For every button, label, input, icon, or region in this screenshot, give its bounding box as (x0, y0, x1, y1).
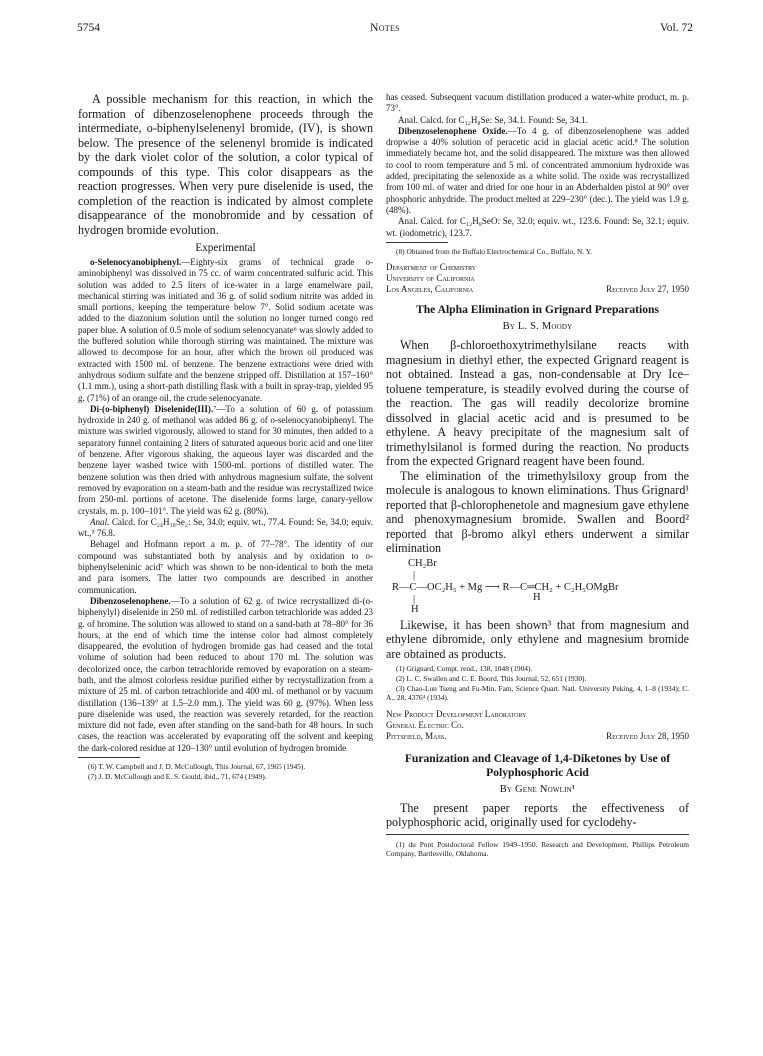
equation-hydrogen: H (533, 591, 541, 603)
equation-hydrogen: H (411, 603, 419, 615)
article-title: The Alpha Elimination in Grignard Preparations (416, 303, 659, 317)
footnote: (2) L. C. Swallen and C. E. Boord, This Journal, 52, 651 (1930). (396, 674, 587, 684)
compound-heading: Dibenzoselenophene Oxide. (398, 125, 508, 136)
footnote-divider (78, 757, 140, 758)
left-column (78, 92, 373, 781)
right-column (386, 92, 689, 859)
compound-heading: o-Selenocyanobiphenyl. (90, 257, 182, 267)
procedure-text: ⁷—To a solution of 60 g. of potassium hydroxide in 240 g. of methanol was added 86 g. of o-selenocyanobiphenyl. The mixture was swirled vigorously, allowed to stand for 30 minutes, then added to a separatory funnel containing 2 liters of saturated aqueous boric acid and one liter of benzene. After vigorous shaking, the aqueous layer was discarded and the benzene layer washed twice with 1500-ml. portions of distilled water. The benzene solution was then dried with anhydrous magnesium sulfate, the solvent removed by evaporation on a steam-bath and the residue was recrystallized twice from 250-ml. portions of acetone. The diselenide forms large, canary-yellow crystals, m. p. 100–101°. The yield was 62 g. (80%). (78, 403, 373, 516)
analysis-line: Anal. Calcd. for C₁₂H₈SeO: Se, 32.0; equiv. wt., 123.6. Found: Se, 32.1; equiv. wt. (iodometric), 123.7. (386, 216, 689, 238)
equation-bond: | (413, 593, 416, 605)
section-title: Notes (370, 22, 400, 34)
article-title: Furanization and Cleavage of 1,4-Diketones by Use of Polyphosphoric Acid (404, 751, 671, 779)
compound-heading: Di-(o-biphenyl) Diselenide(III). (90, 403, 214, 414)
analysis-text: Calcd. for C₂₄H₁₈Se₂: Se, 34.0; equiv. wt., 77.4. Found: Se, 34.0; equiv. wt.,⁵ 76.8. (78, 516, 373, 539)
analysis-line (78, 517, 373, 540)
diselenide-procedure (78, 404, 373, 517)
experimental-heading: Experimental (195, 242, 256, 254)
continued-text: has ceased. Subsequent vacuum distillation produced a water-white product, m. p. 73°. (386, 92, 689, 114)
dibenzoselenophene-procedure (78, 596, 373, 754)
author-address (386, 709, 689, 742)
footnote: (3) Chao-Lun Tseng and Fu-Min. Fam, Science Quart. Natl. University Peking, 4, 1–8 (1934); C. A., 28, 4376⁴ (1934). (386, 683, 689, 703)
anal-label: Anal. (90, 516, 110, 527)
footnote: (8) Obtained from the Buffalo Electrochemical Co., Buffalo, N. Y. (396, 246, 592, 256)
page-header (77, 22, 693, 36)
volume-number: Vol. 72 (659, 22, 693, 34)
mechanism-paragraph: A possible mechanism for this reaction, in which the formation of dibenzoselenophene proceeds through the intermediate, o-biphenylselenenyl bromide, (IV), is shown below. The presence of the selenenyl bromide is indicated by the dark violet color of the solution, a color typical of compounds of this type. This color disappears as the reaction progresses. When very pure diselenide is used, the completion of the reaction is indicated by almost complete disappearance of the monobromide and by cessation of hydrogen bromide evolution. (78, 92, 373, 237)
address-line: Los Angeles, California (386, 284, 474, 295)
footnote: (1) du Pont Postdoctoral Fellow 1949–1950. Research and Development, Phillips Petroleum Company, Bartlesville, Oklahoma. (386, 839, 689, 859)
procedure-text: —To 4 g. of dibenzoselenophene was added dropwise a 40% solution of peracetic acid in glacial acetic acid.⁸ The solution immediately became hot, and the solid disappeared. The mixture was then allowed to cool to room temperature and 5 ml. of concentrated ammonium hydroxide was added, precipitating the selenoxide as a white solid. The oxide was recrystallized from 100 ml. of water and dried for one hour in an Abderhalden pistol at 90° over phosphoric anhydride. The product melted at 229–230° (dec.). The yield was 1.9 g. (48%). (386, 125, 689, 215)
author-byline: By L. S. Moody (502, 321, 573, 333)
equation-substituent: CH₂Br (408, 557, 437, 569)
equation-main: R—C—OC₂H₅ + Mg ⟶ R—C═CH₂ + C₂H₅OMgBr (392, 581, 619, 593)
procedure-text: —To a solution of 62 g. of twice recrystallized di-(o-biphenylyl) diselenide in 250 ml. of redistilled carbon tetrachloride was added 23 g. of bromine. The solution was allowed to stand on a sand-bath at 78–80° for 36 hours, at the end of which time the intense color had almost completely disappeared, the evolution of hydrogen bromide gas had ceased and the total volume of solution had been reduced to about 170 ml. The solution was decolorized once, the carbon tetrachloride removed by evaporation on a steam-bath, and the almost colorless residue purified either by recrystallization from a mixture of 25 ml. of carbon tetrachloride and 400 ml. of methanol or by vacuum distillation (136–139° at 1.5–2.0 mm.). The yield was 60 g. (97%). When less pure diselenide was used, the reaction was severely retarded, for the reaction mixture did not fade, even after standing on the sand-bath for 48 hours. In such cases, the reaction was accelerated by evaporating off the solvent and keeping the dark-colored residue at 120–130° until evolution of hydrogen bromide (78, 595, 373, 753)
footnote: (7) J. D. McCullough and E. S. Gould, ibid., 71, 674 (1949). (88, 771, 267, 781)
footnote: (1) Grignard, Compt. rend., 138, 1048 (1904). (396, 664, 533, 674)
body-paragraph: The present paper reports the effectiveness of polyphosphoric acid, originally used for cyclodehy- (386, 800, 689, 830)
received-date: Received July 28, 1950 (606, 730, 689, 741)
body-paragraph: Likewise, it has been shown³ that from magnesium and ethylene dibromide, only ethylene and magnesium bromide are obtained as products. (386, 617, 689, 661)
oxide-procedure (386, 126, 689, 216)
footnote: (6) T. W. Campbell and J. D. McCullough, This Journal, 67, 1965 (1945). (88, 762, 306, 772)
compound-heading: Dibenzoselenophene. (90, 595, 171, 606)
footnote-divider (386, 242, 448, 243)
author-byline: By Gene Nowlin¹ (499, 783, 576, 795)
received-date: Received July 27, 1950 (606, 284, 689, 295)
address-line: University of California (386, 273, 475, 284)
address-line: General Electric Co. (386, 719, 464, 730)
address-line: New Product Development Laboratory (386, 708, 527, 719)
footnote-divider (386, 834, 689, 835)
equation-bond: | (413, 569, 416, 581)
reaction-equation (386, 556, 689, 618)
author-address (386, 262, 689, 295)
address-line: Pittsfield, Mass. (386, 730, 447, 741)
body-paragraph: The elimination of the trimethylsiloxy group from the molecule is analogous to known eliminations. Thus Grignard¹ reported that β-chlorophenetole and magnesium gave ethylene and phenoxymagnesium bromide. Swallen and Boord² reported that β-bromo alkyl ethers underwent a similar elimination (386, 468, 689, 556)
address-line: Department of Chemistry (386, 262, 477, 273)
behagel-paragraph: Behagel and Hofmann report a m. p. of 77–78°. The identity of our compound was substantiated both by analysis and by oxidation to o-biphenylseleninic acid⁷ which was shown to be non-identical to both the meta and para isomers. The latter two compounds are described in another communication. (78, 539, 373, 595)
analysis-line: Anal. Calcd. for C₁₂H₈Se: Se, 34.1. Found: Se, 34.1. (398, 114, 588, 125)
procedure-text: —Eighty-six grams of technical grade o-aminobiphenyl was dissolved in 75 cc. of warm concentrated sulfuric acid. This solution was added to 2.5 liters of ice-water in a large enamelware pail, mechanical stirring was initiated and 36 g. of solid sodium nitrite was added in small portions, keeping the temperature below 7°. Solid sodium acetate was added to the diazonium solution until the solution no longer turned congo red paper blue. A solution of 0.5 mole of sodium selenocyanate⁶ was slowly added to the buffered solution while thorough stirring was maintained. The mixture was allowed to decompose for an hour, after which the brown oil produced was extracted with 1500 ml. of benzene. The benzene extractions were dried with anhydrous sodium sulfate and the benzene stripped off. Distillation at 157–160° (1.1 mm.), using a short-path distilling flask with a built in spray-trap, yielded 95 g. (71%) of an orange oil, the crude selenocyanate. (78, 257, 373, 403)
page-number: 5754 (77, 22, 100, 34)
body-paragraph: When β-chloroethoxytrimethylsilane reacts with magnesium in diethyl ether, the expected Grignard reagent is not obtained. Instead a gas, non-condensable at Dry Ice–toluene temperature, is steadily evolved during the course of the reaction. The gas will readily decolorize bromine dissolved in glacial acetic acid and is presumed to be ethylene. A heavy precipitate of the magnesium salt of trimethylsilanol is formed during the reaction. No products from the expected Grignard reagent have been found. (386, 338, 689, 469)
selenocyanate-procedure (78, 257, 373, 404)
